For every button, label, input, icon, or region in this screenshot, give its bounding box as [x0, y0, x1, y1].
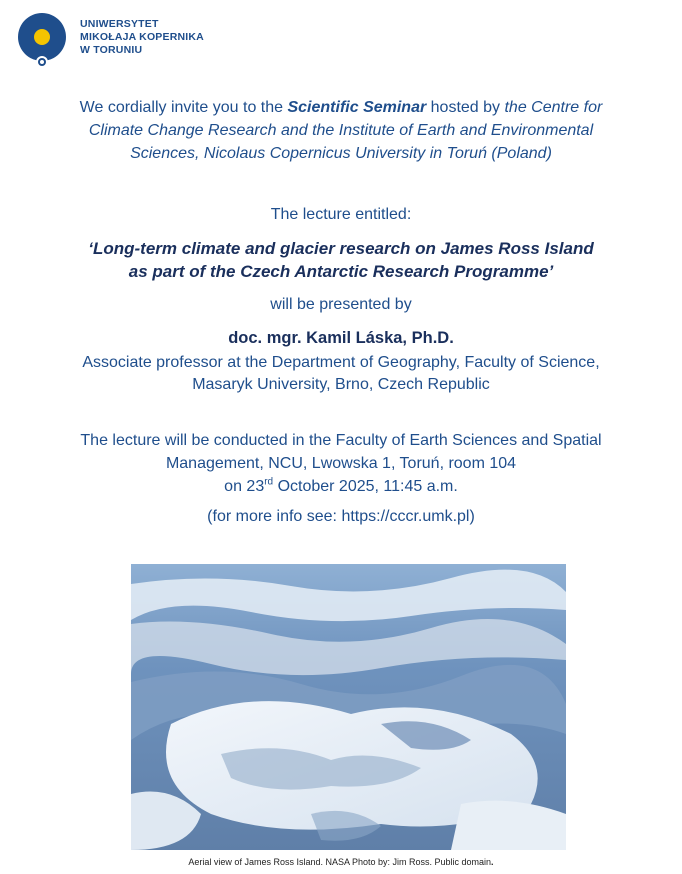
caption-period: . [491, 857, 494, 867]
seminar-name: Scientific Seminar [287, 99, 427, 116]
lecture-title-line-1: ‘Long-term climate and glacier research on James Ross Island [88, 239, 594, 258]
affiliation-line-2: Masaryk University, Brno, Czech Republic [192, 376, 490, 393]
date-ordinal: rd [264, 476, 274, 488]
venue-details [0, 429, 682, 498]
invite-text: hosted by [426, 99, 505, 116]
invitation-line-2: Climate Change Research and the Institute of Earth and Environmental [88, 122, 594, 139]
logo-emblem-icon [16, 12, 68, 68]
logo-line-3: W TORUNIU [80, 44, 143, 56]
logo-line-1: UNIWERSYTET [80, 18, 159, 30]
date-day: on 23 [224, 478, 265, 495]
lecture-title-line-2: as part of the Czech Antarctic Research Programme’ [128, 262, 554, 281]
host-name: the Centre for [504, 99, 603, 116]
lecture-title [0, 237, 682, 283]
venue-line-2: Management, NCU, Lwowska 1, Toruń, room 104 [165, 455, 517, 472]
logo-line-2: MIKOŁAJA KOPERNIKA [80, 31, 204, 43]
date-rest: October 2025, 11:45 a.m. [273, 478, 458, 495]
caption-text: Aerial view of James Ross Island. NASA Photo by: Jim Ross. Public domain [188, 857, 492, 867]
invitation-line-3: Sciences, Nicolaus Copernicus University in Toruń (Poland) [130, 145, 552, 162]
james-ross-island-photo [131, 564, 566, 850]
presented-by: will be presented by [270, 296, 412, 313]
logo-wordmark [80, 18, 204, 57]
invitation-line-1 [0, 96, 682, 119]
affiliation-line-1: Associate professor at the Department of Geography, Faculty of Science, [82, 354, 600, 371]
venue-line-1: The lecture will be conducted in the Faculty of Earth Sciences and Spatial [80, 432, 602, 449]
speaker-name: doc. mgr. Kamil Láska, Ph.D. [228, 329, 454, 347]
invitation-paragraph [0, 96, 682, 165]
invite-text: We cordially invite you to the [79, 99, 288, 116]
lecture-intro: The lecture entitled: [270, 206, 412, 223]
more-info-link[interactable]: (for more info see: https://cccr.umk.pl) [207, 508, 475, 525]
speaker-affiliation [0, 352, 682, 396]
photo-caption [0, 857, 682, 867]
venue-date [0, 475, 682, 498]
university-logo [16, 12, 216, 72]
